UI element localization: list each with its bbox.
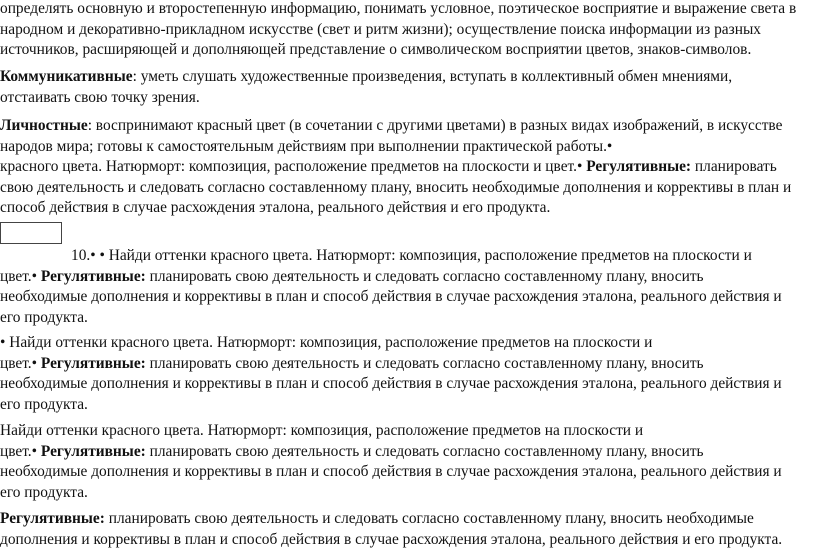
text-segment: цвет.• xyxy=(0,442,41,460)
paragraph-communicative xyxy=(0,67,812,108)
label-regulative: Регулятивные: xyxy=(40,267,146,285)
text-line: народов мира; готовы к самостоятельным действиям при выполнении практической работы.• xyxy=(0,137,613,155)
paragraph-bullet xyxy=(0,333,812,415)
text-line: отстаивать свою точку зрения. xyxy=(0,88,200,106)
text-segment: цвет.• xyxy=(0,267,41,285)
label-communicative: Коммуникативные xyxy=(0,68,133,85)
text-line: способ действия в случае расхождения эталона, реального действия и его продукта. xyxy=(0,199,551,216)
text-line: Найди оттенки красного цвета. Натюрморт: композиция, расположение предметов на плоскости и xyxy=(0,422,644,439)
text-line: источников, расширяющей и дополняющей представление о символическом восприятии цветов, знаков-символов. xyxy=(0,41,752,58)
text-line: народном и декоративно-прикладном искусстве (свет и ритм жизни); осуществление поиска информации из разных xyxy=(0,20,761,38)
text-line: его продукта. xyxy=(0,395,88,413)
text-line: его продукта. xyxy=(0,308,88,326)
text-line: 10.• • Найди оттенки красного цвета. Натюрморт: композиция, расположение предметов на плоскости и xyxy=(71,247,752,264)
text-segment: : уметь слушать художественные произведения, вступать в коллективный обмен мнениями, xyxy=(132,68,733,85)
text-segment: цвет.• xyxy=(0,354,41,372)
text-line: необходимые дополнения и коррективы в план и способ действия в случае расхождения эталона, реального действия и xyxy=(0,463,782,480)
label-personal: Личностные xyxy=(0,117,88,134)
paragraph-cognitive xyxy=(0,0,812,61)
text-line: • Найди оттенки красного цвета. Натюрморт: композиция, расположение предметов на плоскости и xyxy=(0,334,653,351)
text-line: дополнения и коррективы в план и способ действия в случае расхождения эталона, реального действия и его продукта. xyxy=(0,530,783,548)
text-segment: : воспринимают красный цвет (в сочетании с другими цветами) в разных видах изображений, в искусстве xyxy=(87,117,783,134)
empty-image-placeholder xyxy=(0,222,62,244)
text-segment: красного цвета. Натюрморт: композиция, расположение предметов на плоскости и цвет.• xyxy=(0,158,587,175)
text-line: определять основную и второстепенную информацию, понимать условное, поэтическое восприятие и выражение света в xyxy=(0,0,797,17)
paragraph-regulative xyxy=(0,509,812,550)
text-line: необходимые дополнения и коррективы в план и способ действия в случае расхождения эталона, реального действия и xyxy=(0,375,782,392)
text-line: свою деятельность и следовать согласно составленному плану, вносить необходимые дополнения и коррективы в план и xyxy=(0,178,792,196)
label-regulative: Регулятивные: xyxy=(40,442,146,460)
text-segment: планировать свою деятельность и следовать согласно составленному плану, вносить xyxy=(145,354,704,372)
text-segment: планировать свою деятельность и следовать согласно составленному плану, вносить xyxy=(145,267,704,285)
label-regulative: Регулятивные: xyxy=(586,158,692,175)
paragraph-personal xyxy=(0,116,812,219)
paragraph-item-10 xyxy=(0,246,812,328)
paragraph-plain xyxy=(0,421,812,503)
text-segment: планировать свою деятельность и следовать согласно составленному плану, вносить необходимые xyxy=(104,510,754,527)
label-regulative: Регулятивные: xyxy=(40,354,146,372)
text-line: необходимые дополнения и коррективы в план и способ действия в случае расхождения эталона, реального действия и xyxy=(0,288,782,305)
text-segment: планировать xyxy=(691,158,777,175)
text-segment: планировать свою деятельность и следовать согласно составленному плану, вносить xyxy=(145,442,704,460)
text-line: его продукта. xyxy=(0,483,88,501)
label-regulative: Регулятивные: xyxy=(0,510,105,527)
